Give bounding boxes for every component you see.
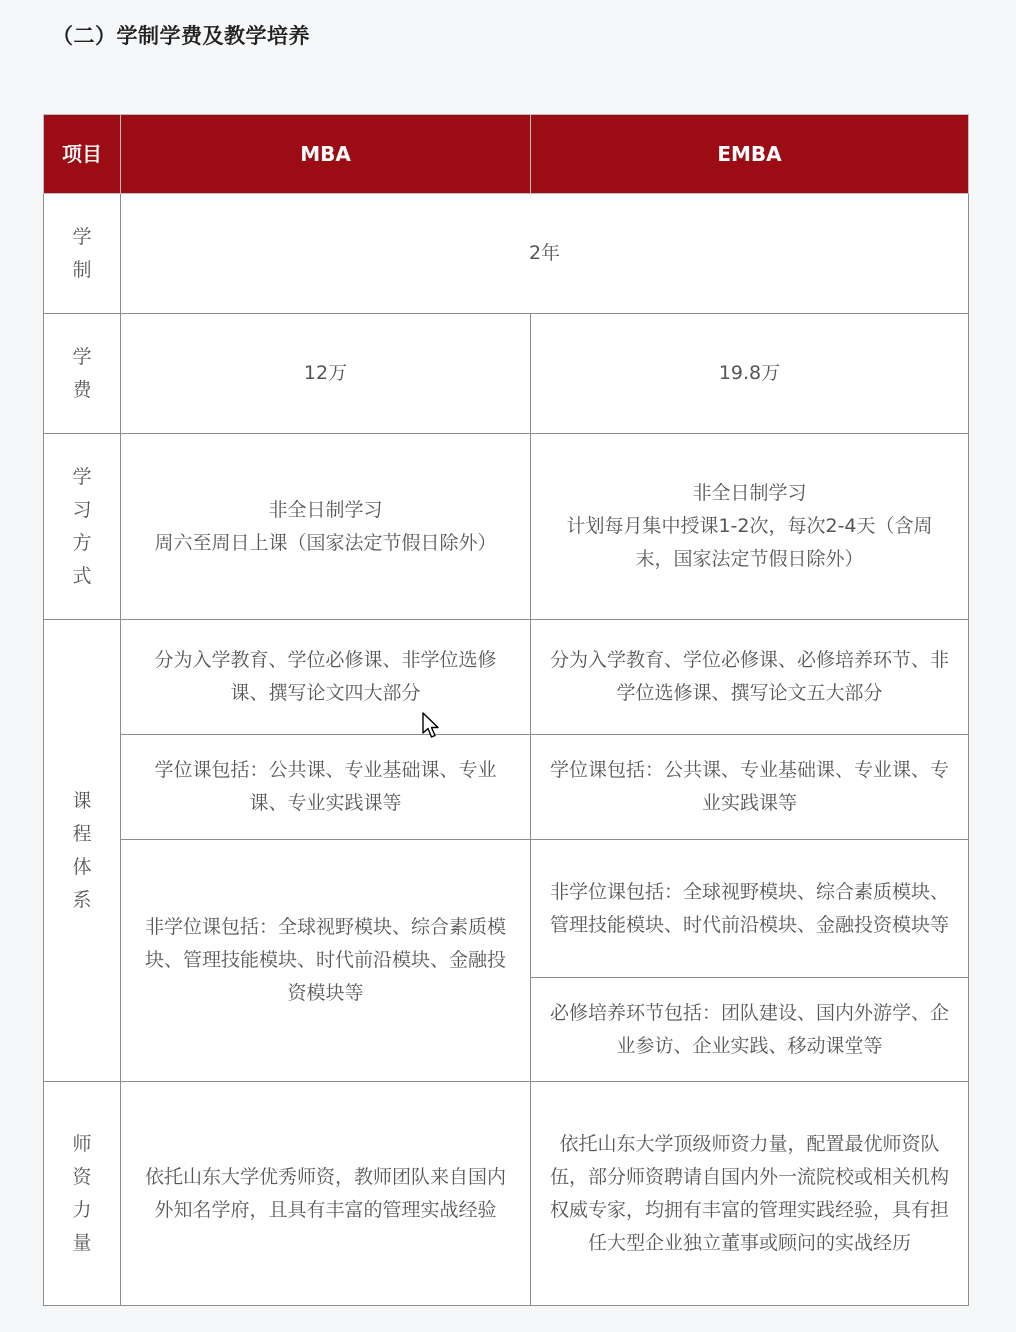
curriculum-mba-structure: 分为入学教育、学位必修课、非学位选修课、撰写论文四大部分 xyxy=(121,620,531,735)
row-curriculum-degree xyxy=(44,735,969,840)
row-curriculum-nondegree xyxy=(44,840,969,978)
row-label-study-mode: 学习方式 xyxy=(44,434,121,620)
tuition-mba: 12万 xyxy=(121,314,531,434)
study-mode-mba xyxy=(121,434,531,620)
row-label-curriculum: 课程体系 xyxy=(44,620,121,1082)
curriculum-mba-nondegree-courses: 非学位课包括：全球视野模块、综合素质模块、管理技能模块、时代前沿模块、金融投资模块等 xyxy=(121,840,531,1082)
study-mode-emba xyxy=(531,434,969,620)
row-label-duration: 学制 xyxy=(44,194,121,314)
row-curriculum xyxy=(44,620,969,735)
header-emba: EMBA xyxy=(531,115,969,194)
section-title: （二）学制学费及教学培养 xyxy=(52,24,310,48)
curriculum-emba-degree-courses: 学位课包括：公共课、专业基础课、专业课、专业实践课等 xyxy=(531,735,969,840)
curriculum-mba-degree-courses: 学位课包括：公共课、专业基础课、专业课、专业实践课等 xyxy=(121,735,531,840)
header-mba: MBA xyxy=(121,115,531,194)
curriculum-emba-nondegree-courses: 非学位课包括：全球视野模块、综合素质模块、管理技能模块、时代前沿模块、金融投资模块等 xyxy=(531,840,969,978)
study-mode-emba-line-2: 计划每月集中授课1-2次，每次2-4天（含周末，国家法定节假日除外） xyxy=(566,515,933,570)
row-study-mode xyxy=(44,434,969,620)
row-duration xyxy=(44,194,969,314)
row-faculty xyxy=(44,1082,969,1306)
row-label-tuition: 学费 xyxy=(44,314,121,434)
duration-value: 2年 xyxy=(121,194,969,314)
table-header-row xyxy=(44,115,969,194)
study-mode-emba-line-1: 非全日制学习 xyxy=(692,482,807,504)
curriculum-emba-structure: 分为入学教育、学位必修课、必修培养环节、非学位选修课、撰写论文五大部分 xyxy=(531,620,969,735)
study-mode-mba-line-1: 非全日制学习 xyxy=(268,498,383,521)
mouse-pointer-icon xyxy=(422,712,442,740)
faculty-mba: 依托山东大学优秀师资，教师团队来自国内外知名学府，且具有丰富的管理实战经验 xyxy=(121,1082,531,1306)
header-item: 项目 xyxy=(44,115,121,194)
row-label-faculty: 师资力量 xyxy=(44,1082,121,1306)
faculty-emba: 依托山东大学顶级师资力量，配置最优师资队伍，部分师资聘请自国内外一流院校或相关机构权威专家，均拥有丰富的管理实践经验，具有担任大型企业独立董事或顾问的实战经历 xyxy=(531,1082,969,1306)
study-mode-mba-line-2: 周六至周日上课（国家法定节假日除外） xyxy=(154,531,497,554)
comparison-table xyxy=(43,114,969,1306)
tuition-emba: 19.8万 xyxy=(531,314,969,434)
row-tuition xyxy=(44,314,969,434)
curriculum-emba-required-training: 必修培养环节包括：团队建设、国内外游学、企业参访、企业实践、移动课堂等 xyxy=(531,978,969,1082)
